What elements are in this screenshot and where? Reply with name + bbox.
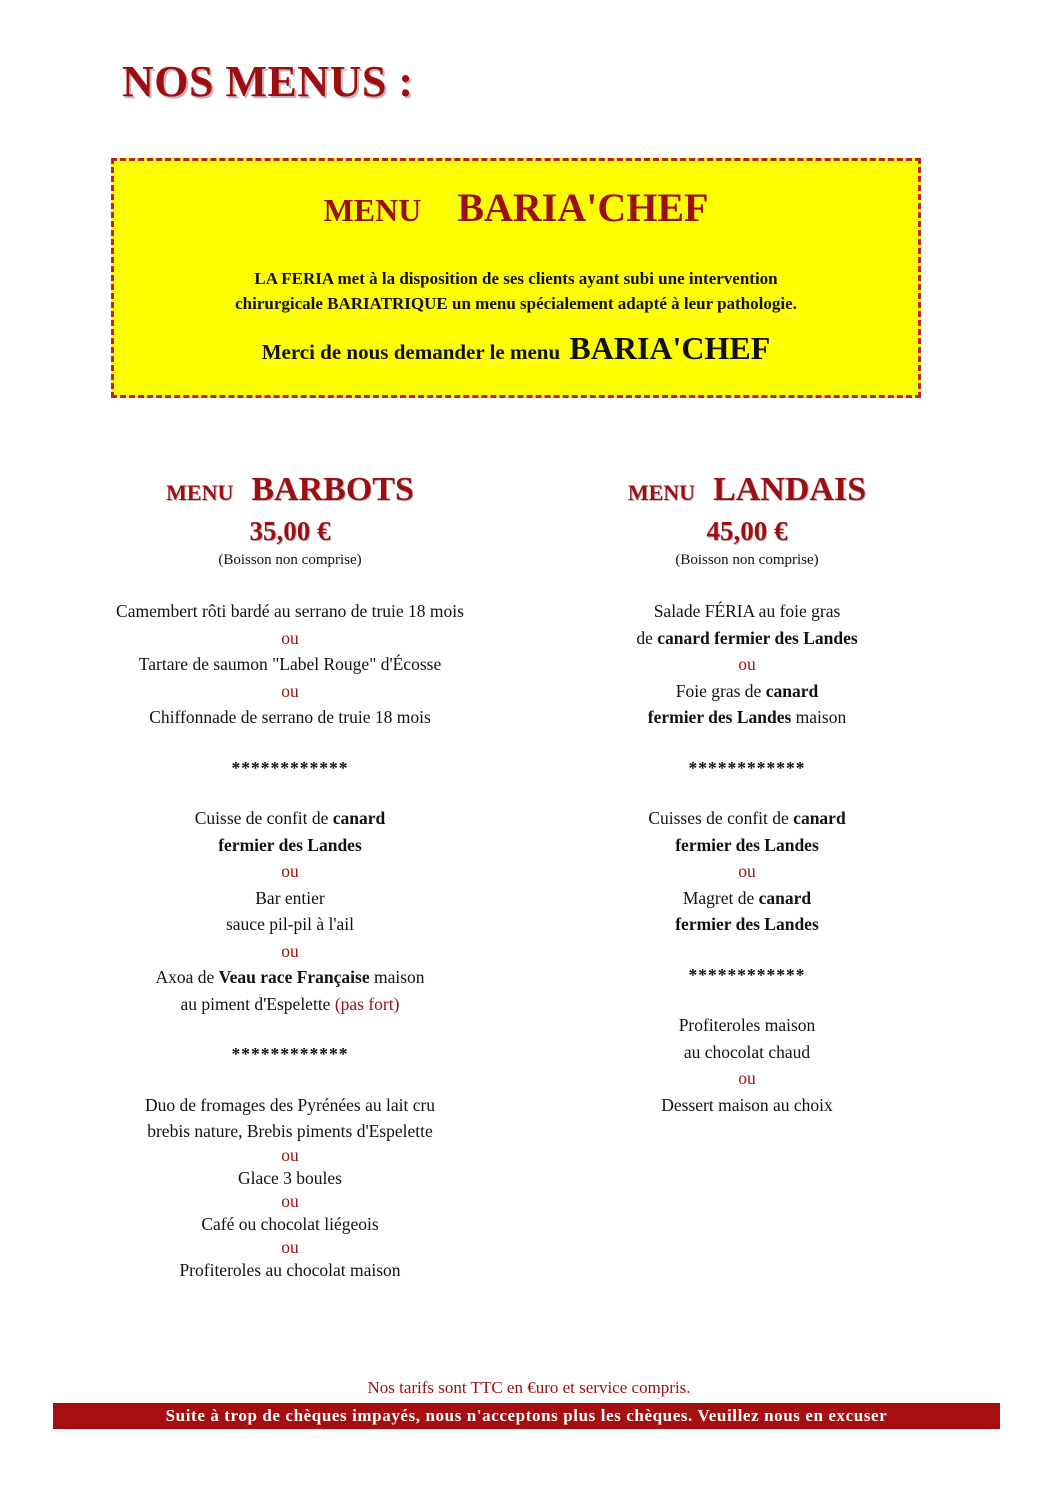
course-separator: ************	[688, 757, 806, 778]
dish-item: Axoa de Veau race Française maison	[155, 967, 425, 987]
baria-heading	[114, 185, 918, 240]
menu-note: (Boisson non comprise)	[675, 552, 819, 568]
or-divider: ou	[281, 680, 299, 701]
baria-name: BARIA'CHEF	[457, 185, 709, 230]
dish-item: au chocolat chaud	[683, 1041, 811, 1062]
dish-item: Café ou chocolat liégeois	[201, 1213, 379, 1234]
or-divider: ou	[281, 861, 299, 881]
dish-item: fermier des Landes	[675, 914, 819, 934]
page-title: NOS MENUS :	[122, 57, 414, 106]
baria-request	[114, 330, 918, 367]
baria-desc-line: chirurgicale BARIATRIQUE un menu spécialement adapté à leur pathologie.	[235, 294, 797, 313]
dish-item: Duo de fromages des Pyrénées au lait cru	[144, 1094, 436, 1115]
menu-barbots	[60, 470, 520, 1284]
dish-item: brebis nature, Brebis piments d'Espelette	[147, 1121, 433, 1141]
or-divider: ou	[281, 1237, 299, 1257]
baria-description	[136, 266, 896, 316]
or-divider: ou	[738, 861, 756, 881]
dish-item: Dessert maison au choix	[661, 1094, 833, 1115]
menu-word: MENU	[166, 480, 234, 505]
baria-chef-box	[111, 158, 921, 398]
dish-item: Glace 3 boules	[238, 1167, 342, 1188]
course-separator: ************	[231, 757, 349, 778]
dish-item: Camembert rôti bardé au serrano de truie 18 mois	[116, 601, 464, 621]
dish-item: Profiteroles maison	[678, 1015, 816, 1035]
cheques-banner: Suite à trop de chèques impayés, nous n'acceptons plus les chèques. Veuillez nous en excuser	[53, 1403, 1000, 1429]
menu-heading	[60, 470, 520, 514]
dish-item: fermier des Landes	[218, 834, 362, 855]
dish-item: Salade FÉRIA au foie gras	[653, 601, 841, 621]
or-divider: ou	[281, 1190, 299, 1211]
dish-item: Cuisse de confit de canard	[194, 808, 386, 828]
dish-item: de canard fermier des Landes	[636, 627, 858, 648]
dish-item: fermier des Landes maison	[647, 707, 847, 727]
dish-item: au piment d'Espelette (pas fort)	[180, 993, 400, 1014]
dish-item: Chiffonnade de serrano de truie 18 mois	[149, 707, 431, 727]
dish-item: Profiteroles au chocolat maison	[179, 1260, 401, 1280]
menu-note: (Boisson non comprise)	[218, 552, 362, 568]
menu-landais	[520, 470, 974, 1118]
baria-menu-word: MENU	[323, 192, 422, 228]
menu-price: 35,00 €	[249, 516, 331, 546]
menu-name: LANDAIS	[713, 471, 867, 508]
baria-request-text: Merci de nous demander le menu	[261, 340, 561, 364]
dish-item: sauce pil-pil à l'ail	[225, 914, 355, 934]
dish-item: Magret de canard	[682, 887, 812, 908]
or-divider: ou	[281, 627, 299, 648]
or-divider: ou	[281, 940, 299, 961]
menu-heading	[520, 470, 974, 514]
baria-desc-line: LA FERIA met à la disposition de ses clients ayant subi une intervention	[254, 269, 778, 288]
menu-price: 45,00 €	[706, 516, 788, 546]
menu-name: BARBOTS	[251, 471, 414, 508]
dish-item: Foie gras de canard	[675, 680, 819, 701]
pricing-note: Nos tarifs sont TTC en €uro et service compris.	[367, 1378, 691, 1397]
dish-item: Tartare de saumon "Label Rouge" d'Écosse	[138, 654, 442, 674]
or-divider: ou	[281, 1144, 299, 1165]
menu-word: MENU	[627, 480, 696, 505]
or-divider: ou	[738, 1068, 756, 1088]
baria-request-name: BARIA'CHEF	[569, 330, 771, 366]
or-divider: ou	[738, 654, 756, 674]
course-separator: ************	[231, 1044, 349, 1064]
dish-item: fermier des Landes	[675, 834, 819, 855]
course-separator: ************	[688, 964, 806, 985]
dish-item: Bar entier	[255, 887, 325, 908]
dish-item: Cuisses de confit de canard	[648, 808, 846, 828]
